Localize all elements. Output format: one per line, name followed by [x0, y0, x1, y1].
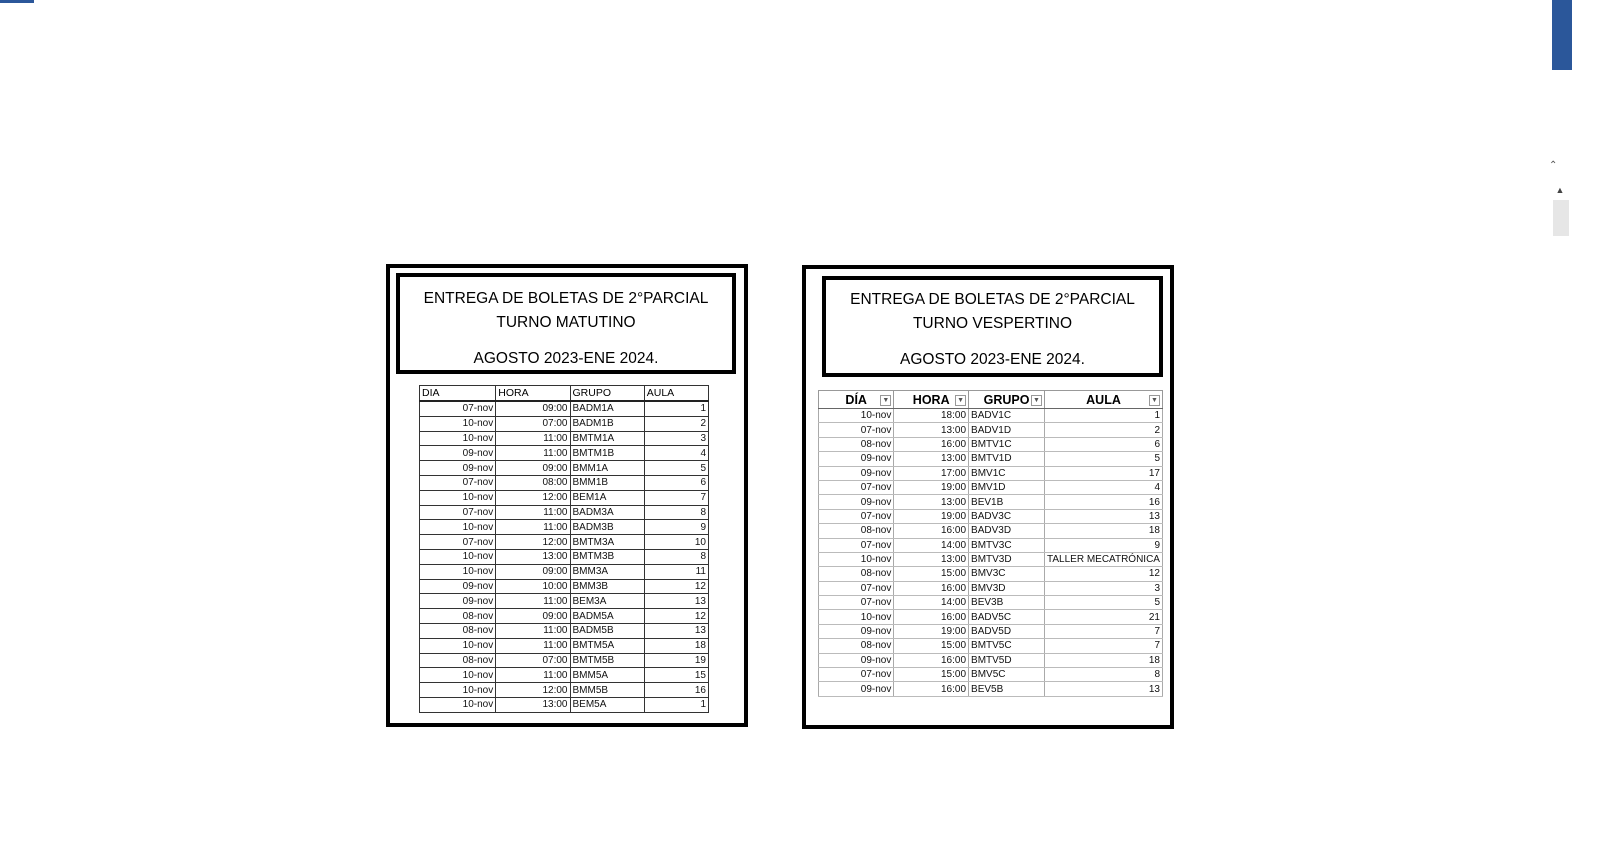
- cell-hora: 19:00: [894, 624, 969, 638]
- cell-hora: 11:00: [496, 638, 570, 653]
- cell-dia: 07-nov: [819, 581, 894, 595]
- matutino-title-line1: ENTREGA DE BOLETAS DE 2°PARCIAL: [423, 290, 709, 307]
- matutino-col-grupo: GRUPO: [570, 386, 644, 402]
- table-row: [819, 596, 1163, 610]
- cell-grupo: BMTM5A: [570, 638, 644, 653]
- cell-aula: 18: [1045, 524, 1163, 538]
- cell-grupo: BEM5A: [570, 697, 644, 712]
- cell-aula: 5: [644, 461, 708, 476]
- cell-grupo: BMTM1A: [570, 431, 644, 446]
- cell-dia: 07-nov: [819, 596, 894, 610]
- cell-dia: 09-nov: [420, 446, 496, 461]
- cell-aula: 7: [644, 490, 708, 505]
- cell-hora: 11:00: [496, 505, 570, 520]
- cell-grupo: BMV3C: [969, 567, 1045, 581]
- cell-aula: 1: [644, 401, 708, 416]
- table-row: [819, 668, 1163, 682]
- vespertino-title-box: [822, 276, 1163, 377]
- table-row: [420, 609, 709, 624]
- table-row: [819, 423, 1163, 437]
- cell-grupo: BADV3C: [969, 509, 1045, 523]
- cell-grupo: BMTV1D: [969, 452, 1045, 466]
- cell-aula: 4: [644, 446, 708, 461]
- cell-aula: 18: [1045, 653, 1163, 667]
- cell-grupo: BMM1B: [570, 475, 644, 490]
- cell-grupo: BMTM1B: [570, 446, 644, 461]
- cell-hora: 13:00: [496, 697, 570, 712]
- cell-dia: 09-nov: [420, 579, 496, 594]
- table-row: [420, 431, 709, 446]
- vespertino-col-aula-label: AULA: [1086, 392, 1121, 407]
- cell-hora: 11:00: [496, 623, 570, 638]
- matutino-title-line3: AGOSTO 2023-ENE 2024.: [473, 350, 659, 367]
- cell-grupo: BADM1B: [570, 416, 644, 431]
- cell-grupo: BADV5D: [969, 624, 1045, 638]
- matutino-col-hora: HORA: [496, 386, 570, 402]
- cell-dia: 07-nov: [819, 538, 894, 552]
- cell-grupo: BADM5A: [570, 609, 644, 624]
- table-row: [420, 401, 709, 416]
- cell-aula: 21: [1045, 610, 1163, 624]
- cell-grupo: BEM1A: [570, 490, 644, 505]
- matutino-title-line2: TURNO MATUTINO: [496, 314, 636, 331]
- cell-aula: 6: [1045, 437, 1163, 451]
- cell-hora: 11:00: [496, 668, 570, 683]
- vespertino-title-line2: TURNO VESPERTINO: [912, 315, 1073, 332]
- cell-grupo: BADV1C: [969, 409, 1045, 423]
- cell-grupo: BEM3A: [570, 594, 644, 609]
- cell-aula: 8: [644, 505, 708, 520]
- cell-dia: 07-nov: [420, 505, 496, 520]
- cell-hora: 14:00: [894, 538, 969, 552]
- scrollbar-track[interactable]: [1553, 200, 1569, 236]
- vespertino-col-grupo[interactable]: [969, 391, 1045, 409]
- vespertino-col-dia-label: DÍA: [845, 392, 867, 407]
- cell-dia: 09-nov: [420, 594, 496, 609]
- matutino-table: [419, 385, 709, 713]
- cell-dia: 07-nov: [420, 401, 496, 416]
- cell-grupo: BADM3B: [570, 520, 644, 535]
- cell-dia: 10-nov: [420, 416, 496, 431]
- vespertino-table: [818, 390, 1163, 697]
- vespertino-col-aula[interactable]: [1045, 391, 1163, 409]
- cell-grupo: BMM1A: [570, 461, 644, 476]
- table-row: [819, 538, 1163, 552]
- cell-dia: 10-nov: [420, 549, 496, 564]
- matutino-col-aula: AULA: [644, 386, 708, 402]
- cell-aula: 11: [644, 564, 708, 579]
- cell-aula: 5: [1045, 596, 1163, 610]
- cell-grupo: BMM5A: [570, 668, 644, 683]
- dropdown-filter-icon[interactable]: ▼: [1031, 395, 1042, 406]
- vespertino-title-line1: ENTREGA DE BOLETAS DE 2°PARCIAL: [850, 291, 1135, 308]
- cell-aula: 1: [1045, 409, 1163, 423]
- cell-aula: 19: [644, 653, 708, 668]
- cell-hora: 14:00: [894, 596, 969, 610]
- cell-aula: 7: [1045, 624, 1163, 638]
- cell-hora: 16:00: [894, 610, 969, 624]
- cell-aula: 16: [644, 683, 708, 698]
- cell-grupo: BMTM3A: [570, 535, 644, 550]
- cell-dia: 09-nov: [819, 624, 894, 638]
- cell-aula: 18: [644, 638, 708, 653]
- table-row: [819, 466, 1163, 480]
- cell-hora: 13:00: [496, 549, 570, 564]
- cell-aula: 12: [1045, 567, 1163, 581]
- cell-aula: 12: [644, 579, 708, 594]
- table-row: [819, 524, 1163, 538]
- cell-hora: 16:00: [894, 437, 969, 451]
- cell-hora: 17:00: [894, 466, 969, 480]
- cell-dia: 10-nov: [819, 552, 894, 566]
- cell-hora: 08:00: [496, 475, 570, 490]
- cell-dia: 10-nov: [420, 683, 496, 698]
- cell-hora: 11:00: [496, 446, 570, 461]
- cell-hora: 13:00: [894, 495, 969, 509]
- cell-aula: 3: [1045, 581, 1163, 595]
- table-row: [420, 564, 709, 579]
- cell-aula: 8: [644, 549, 708, 564]
- cell-hora: 16:00: [894, 524, 969, 538]
- cell-grupo: BMV3D: [969, 581, 1045, 595]
- cell-grupo: BMTV3D: [969, 552, 1045, 566]
- cell-dia: 10-nov: [420, 490, 496, 505]
- scrollbar-thumb[interactable]: [1552, 0, 1572, 70]
- cell-grupo: BMTV3C: [969, 538, 1045, 552]
- vespertino-col-dia[interactable]: [819, 391, 894, 409]
- cell-hora: 07:00: [496, 653, 570, 668]
- cell-dia: 10-nov: [420, 638, 496, 653]
- cell-hora: 15:00: [894, 639, 969, 653]
- cell-dia: 10-nov: [420, 697, 496, 712]
- cell-hora: 16:00: [894, 581, 969, 595]
- dropdown-filter-icon[interactable]: ▼: [1149, 395, 1160, 406]
- vespertino-col-hora-label: HORA: [912, 392, 950, 407]
- cell-hora: 09:00: [496, 609, 570, 624]
- vespertino-header-row: [819, 391, 1163, 409]
- cell-dia: 10-nov: [420, 520, 496, 535]
- cell-aula: 4: [1045, 480, 1163, 494]
- cell-dia: 10-nov: [420, 668, 496, 683]
- table-row: [819, 437, 1163, 451]
- cell-aula: 9: [1045, 538, 1163, 552]
- scroll-up-arrow-icon[interactable]: ▲: [1555, 185, 1565, 195]
- cell-hora: 15:00: [894, 668, 969, 682]
- cell-hora: 13:00: [894, 452, 969, 466]
- dropdown-filter-icon[interactable]: ▼: [880, 395, 891, 406]
- table-row: [819, 653, 1163, 667]
- cell-dia: 08-nov: [420, 609, 496, 624]
- cell-grupo: BMM3A: [570, 564, 644, 579]
- table-row: [420, 446, 709, 461]
- cell-aula: 13: [644, 623, 708, 638]
- cell-dia: 10-nov: [819, 610, 894, 624]
- cell-hora: 11:00: [496, 431, 570, 446]
- table-row: [420, 697, 709, 712]
- table-row: [819, 495, 1163, 509]
- window-accent-mark: [0, 0, 34, 3]
- cell-dia: 07-nov: [819, 480, 894, 494]
- cell-hora: 18:00: [894, 409, 969, 423]
- dropdown-filter-icon[interactable]: ▼: [955, 395, 966, 406]
- table-row: [420, 461, 709, 476]
- table-row: [819, 639, 1163, 653]
- cell-aula: 1: [644, 697, 708, 712]
- cell-hora: 12:00: [496, 683, 570, 698]
- cell-hora: 19:00: [894, 509, 969, 523]
- cell-hora: 15:00: [894, 567, 969, 581]
- cell-hora: 16:00: [894, 653, 969, 667]
- cell-hora: 09:00: [496, 461, 570, 476]
- table-row: [420, 490, 709, 505]
- table-row: [420, 594, 709, 609]
- cell-grupo: BADV5C: [969, 610, 1045, 624]
- table-row: [420, 668, 709, 683]
- table-row: [819, 581, 1163, 595]
- cell-aula: 2: [644, 416, 708, 431]
- cell-dia: 10-nov: [420, 564, 496, 579]
- vespertino-title-line3: AGOSTO 2023-ENE 2024.: [900, 351, 1085, 368]
- cell-dia: 08-nov: [819, 567, 894, 581]
- cell-grupo: BMV1C: [969, 466, 1045, 480]
- table-row: [420, 549, 709, 564]
- cell-aula: 12: [644, 609, 708, 624]
- cell-aula: 7: [1045, 639, 1163, 653]
- cell-dia: 09-nov: [819, 682, 894, 696]
- cell-grupo: BADM5B: [570, 623, 644, 638]
- table-row: [819, 552, 1163, 566]
- cell-aula: 9: [644, 520, 708, 535]
- cell-grupo: BMV5C: [969, 668, 1045, 682]
- table-row: [420, 505, 709, 520]
- cell-aula: 16: [1045, 495, 1163, 509]
- vespertino-col-grupo-label: GRUPO: [983, 392, 1030, 407]
- vespertino-col-hora[interactable]: [894, 391, 969, 409]
- cell-dia: 07-nov: [819, 509, 894, 523]
- cell-hora: 07:00: [496, 416, 570, 431]
- table-row: [420, 475, 709, 490]
- table-row: [420, 638, 709, 653]
- cell-dia: 09-nov: [819, 452, 894, 466]
- cell-hora: 09:00: [496, 564, 570, 579]
- cell-grupo: BMM5B: [570, 683, 644, 698]
- cell-dia: 09-nov: [420, 461, 496, 476]
- matutino-header-row: [420, 386, 709, 402]
- table-row: [420, 520, 709, 535]
- cell-hora: 10:00: [496, 579, 570, 594]
- cell-grupo: BEV3B: [969, 596, 1045, 610]
- collapse-chevron-icon[interactable]: ⌃: [1549, 160, 1558, 171]
- cell-grupo: BMV1D: [969, 480, 1045, 494]
- cell-hora: 13:00: [894, 552, 969, 566]
- cell-aula: 5: [1045, 452, 1163, 466]
- cell-hora: 13:00: [894, 423, 969, 437]
- cell-dia: 07-nov: [420, 475, 496, 490]
- cell-aula: 15: [644, 668, 708, 683]
- cell-dia: 08-nov: [819, 639, 894, 653]
- cell-hora: 11:00: [496, 594, 570, 609]
- cell-aula: 10: [644, 535, 708, 550]
- table-row: [819, 509, 1163, 523]
- table-row: [819, 480, 1163, 494]
- matutino-title-box: [396, 273, 736, 374]
- cell-aula: 2: [1045, 423, 1163, 437]
- cell-aula: 13: [644, 594, 708, 609]
- table-row: [819, 682, 1163, 696]
- cell-hora: 09:00: [496, 401, 570, 416]
- table-row: [420, 623, 709, 638]
- cell-aula: 6: [644, 475, 708, 490]
- cell-hora: 19:00: [894, 480, 969, 494]
- table-row: [420, 653, 709, 668]
- cell-dia: 08-nov: [420, 623, 496, 638]
- cell-dia: 07-nov: [819, 668, 894, 682]
- cell-dia: 08-nov: [819, 524, 894, 538]
- cell-dia: 07-nov: [420, 535, 496, 550]
- table-row: [420, 579, 709, 594]
- cell-aula: 13: [1045, 682, 1163, 696]
- table-row: [420, 683, 709, 698]
- cell-grupo: BADV1D: [969, 423, 1045, 437]
- cell-grupo: BEV1B: [969, 495, 1045, 509]
- cell-dia: 09-nov: [819, 495, 894, 509]
- cell-dia: 07-nov: [819, 423, 894, 437]
- table-row: [819, 409, 1163, 423]
- cell-hora: 11:00: [496, 520, 570, 535]
- cell-grupo: BADM1A: [570, 401, 644, 416]
- cell-grupo: BMTV5D: [969, 653, 1045, 667]
- cell-aula: 8: [1045, 668, 1163, 682]
- cell-grupo: BMTV5C: [969, 639, 1045, 653]
- cell-grupo: BMTM3B: [570, 549, 644, 564]
- cell-hora: 12:00: [496, 535, 570, 550]
- table-row: [819, 610, 1163, 624]
- cell-aula: 17: [1045, 466, 1163, 480]
- cell-aula: 3: [644, 431, 708, 446]
- cell-hora: 16:00: [894, 682, 969, 696]
- cell-dia: 08-nov: [819, 437, 894, 451]
- cell-dia: 10-nov: [420, 431, 496, 446]
- cell-grupo: BADV3D: [969, 524, 1045, 538]
- cell-grupo: BMTM5B: [570, 653, 644, 668]
- cell-dia: 09-nov: [819, 466, 894, 480]
- cell-grupo: BADM3A: [570, 505, 644, 520]
- table-row: [819, 567, 1163, 581]
- table-row: [420, 416, 709, 431]
- table-row: [819, 452, 1163, 466]
- cell-aula: TALLER MECATRÓNICA: [1045, 552, 1163, 566]
- table-row: [819, 624, 1163, 638]
- cell-grupo: BEV5B: [969, 682, 1045, 696]
- cell-dia: 09-nov: [819, 653, 894, 667]
- table-row: [420, 535, 709, 550]
- cell-aula: 13: [1045, 509, 1163, 523]
- cell-dia: 10-nov: [819, 409, 894, 423]
- cell-dia: 08-nov: [420, 653, 496, 668]
- matutino-col-dia: DIA: [420, 386, 496, 402]
- cell-hora: 12:00: [496, 490, 570, 505]
- cell-grupo: BMTV1C: [969, 437, 1045, 451]
- cell-grupo: BMM3B: [570, 579, 644, 594]
